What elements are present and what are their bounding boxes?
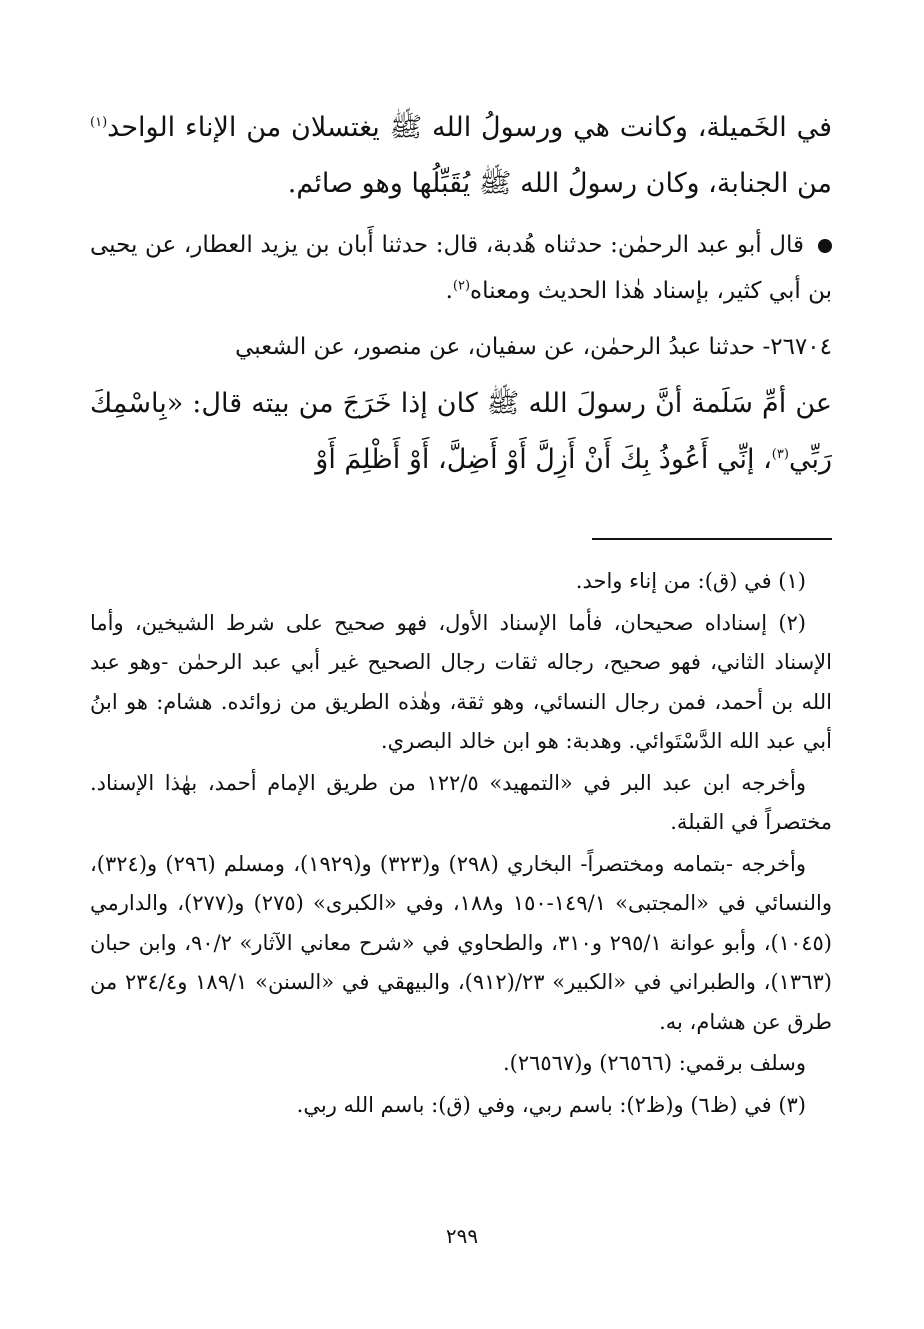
- page-number: ٢٩٩: [445, 1224, 479, 1248]
- paragraph-text: قال أبو عبد الرحمٰن: حدثناه هُدبة، قال: حدثنا أَبان بن يزيد العطار، عن يحيى بن أبي كثير، بإسناد هٰذا الحديث ومعناه: [90, 232, 832, 304]
- hadith-chain: ٢٦٧٠٤- حدثنا عبدُ الرحمٰن، عن سفيان، عن منصور، عن الشعبي: [235, 334, 832, 360]
- paragraph-text: عن أمِّ سَلَمة أنَّ رسولَ الله ﷺ كان إذا خَرَجَ من بيته قال: «بِاسْمِكَ رَبِّي: [90, 388, 832, 475]
- hadith-text: [90, 376, 832, 488]
- footnote-1: (١) في (ق): من إناء واحد.: [575, 569, 806, 593]
- footnote-ref-3: (٣): [771, 447, 789, 462]
- footnote-3: (٣) في (ظ٦) و(ظ٢): باسم ربي، وفي (ق): باسم الله ربي.: [296, 1092, 806, 1117]
- footnote-ref-2: (٢): [452, 278, 471, 294]
- paragraph-text: في الخَميلة، وكانت هي ورسولُ الله ﷺ يغتسلان من الإناء الواحد: [107, 112, 832, 143]
- paragraph-continuation: [90, 100, 832, 212]
- footnote-2-sources: وأخرجه -بتمامه ومختصراً- البخاري (٢٩٨) و(٣٢٣) و(١٩٢٩)، ومسلم (٢٩٦) و(٣٢٤)، والنسائي في «المجتبى» ١٤٩/١-١٥٠ و١٨٨، وفي «الكبرى» (٢٧٥) و(٢٧٧)، والدارمي (١٠٤٥)، وأبو عوانة ٢٩٥/١ و٣١٠، والطحاوي في «شرح معاني الآثار» ٩٠/٢، وابن حبان (١٣٦٣)، والطبراني في «الكبير» ٢٣/(٩١٢)، والبيهقي في «السنن» ١٨٩/١ و٢٣٤/٤ من طرق عن هشام، به.: [90, 851, 832, 1034]
- footnotes: [90, 562, 832, 1127]
- main-text: [90, 100, 832, 492]
- paragraph-text-tail: .: [445, 278, 453, 304]
- footnote-2-continued: وأخرجه ابن عبد البر في «التمهيد» ١٢٢/٥ من طريق الإمام أحمد، بهٰذا الإسناد. مختصراً في القبلة.: [90, 770, 832, 834]
- paragraph-narration-note: [90, 222, 832, 314]
- footnote-divider: [592, 538, 832, 540]
- bullet-dot-icon: [818, 239, 832, 253]
- footnote-2-cross-ref: وسلف برقمي: (٢٦٥٦٦) و(٢٦٥٦٧).: [502, 1051, 806, 1075]
- paragraph-text-tail: ، إنِّي أَعُوذُ بِكَ أَنْ أَزِلَّ أَوْ أَضِلَّ، أَوْ أَظْلِمَ أَوْ: [315, 444, 772, 475]
- footnote-ref-1: (١): [90, 115, 108, 130]
- footnote-2: (٢) إسناداه صحيحان، فأما الإسناد الأول، فهو صحيح على شرط الشيخين، وأما الإسناد الثاني، فهو صحيح، رجاله ثقات رجال الصحيح غير أبي عبد الرحمٰن -وهو عبد الله بن أحمد، فمن رجال النسائي، وهو ثقة، وهٰذه الطريق من زوائده. هشام: هو ابنُ أبي عبد الله الدَّسْتَوائي. وهدبة: هو ابن خالد البصري.: [90, 610, 832, 753]
- paragraph-text-tail: من الجنابة، وكان رسولُ الله ﷺ يُقَبِّلُها وهو صائم.: [287, 168, 832, 199]
